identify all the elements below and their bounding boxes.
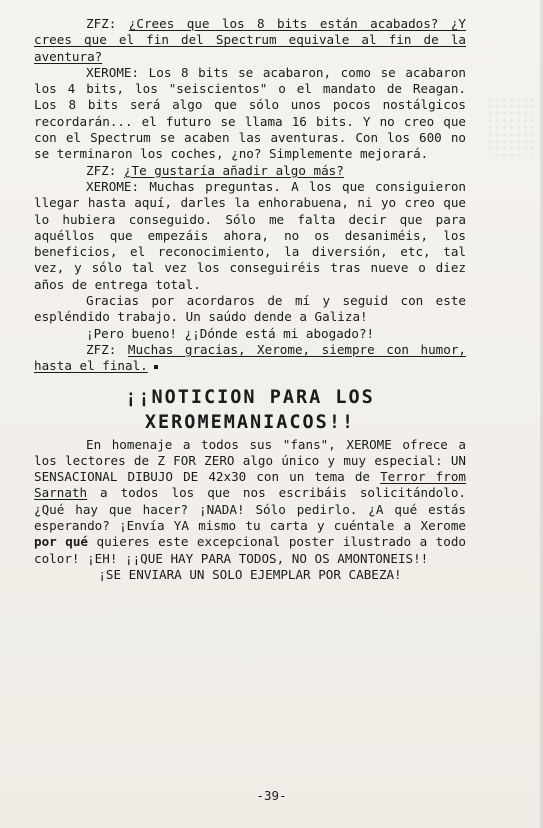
print-bleed-texture [487,96,537,156]
end-mark-icon [154,365,158,369]
question-1-text: ¿Crees que los 8 bits están acabados? ¿Y crees que el fin del Spectrum equivale al fin de la aventura? [34,16,466,64]
notice-body-part: En homenaje a todos sus "fans", XEROME ofrece a los lectores de Z FOR ZERO algo único y muy especial: UN SENSACIONAL DIBUJO DE 42x30 con un tema de [34,436,466,485]
speaker-label: ZFZ: [86,341,117,357]
speaker-label: XEROME: [86,178,140,194]
answer-2 [34,179,466,293]
speaker-label: XEROME: [86,64,140,80]
notice-heading [34,385,466,435]
closing-text: Muchas gracias, Xerome, siempre con humor, hasta el final. [34,341,466,374]
notice-heading-line-2: XEROMEMANIACOS!! [144,411,356,433]
speaker-label: ZFZ: [86,16,117,31]
question-1 [34,16,466,65]
notice-body [34,437,466,567]
answer-2-joke: ¡Pero bueno! ¿¡Dónde está mi abogado?! [86,325,375,341]
notice-limit: ¡SE ENVIARA UN SOLO EJEMPLAR POR CABEZA! [98,566,402,582]
answer-1-text: Los 8 bits se acabaron, como se acabaron los 4 bits, los "seiscientos" o el mandato de Reagan. Los 8 bits será algo que sólo unos pocos nostálgicos recordarán... el futuro se llama 16 bits. Y no creo que con el Spectrum se acaben las aventuras. Con los 600 no se terminaron los coches, ¿no? Simplemente mejorará. [34,64,466,162]
notice-body-part: quieres este excepcional poster ilustrado a todo color! ¡EH! ¡¡QUE HAY PARA TODOS, NO OS AMONTONEIS!! [34,534,466,566]
notice-heading-line-1: ¡¡NOTICION PARA LOS [125,386,375,408]
speaker-label: ZFZ: [86,162,117,178]
text-column [34,16,466,583]
answer-2-text: Muchas preguntas. A los que consiguieron llegar hasta aquí, darles la enhorabuena, ni yo creo que lo hubiera conseguido. Sólo me falta decir que para aquéllos que empezáis ahora, no os desaniméis, los beneficios, el reconocimiento, la diversión, etc, tal vez, y sólo tal vez los conseguiréis tras nueve o diez años de entrega total. [34,178,466,292]
question-2-text: ¿Te gustaría añadir algo más? [123,162,344,178]
question-2 [34,163,466,179]
game-title: Terror from Sarnath [34,469,467,501]
closing-line [34,342,466,375]
answer-1 [34,65,466,163]
answer-2-thanks: Gracias por acordaros de mí y seguid con este espléndido trabajo. Un saúdo dende a Galiza! [34,293,466,325]
emphasis-text: por qué [34,534,88,550]
page-number: -39- [256,788,287,803]
notice-body-part: a todos los que nos escribáis solicitándolo. ¿Qué hay que hacer? ¡NADA! Sólo pedirlo. ¿A qué estás esperando? ¡Envía YA mismo tu carta y cuéntale a Xerome [34,485,466,534]
